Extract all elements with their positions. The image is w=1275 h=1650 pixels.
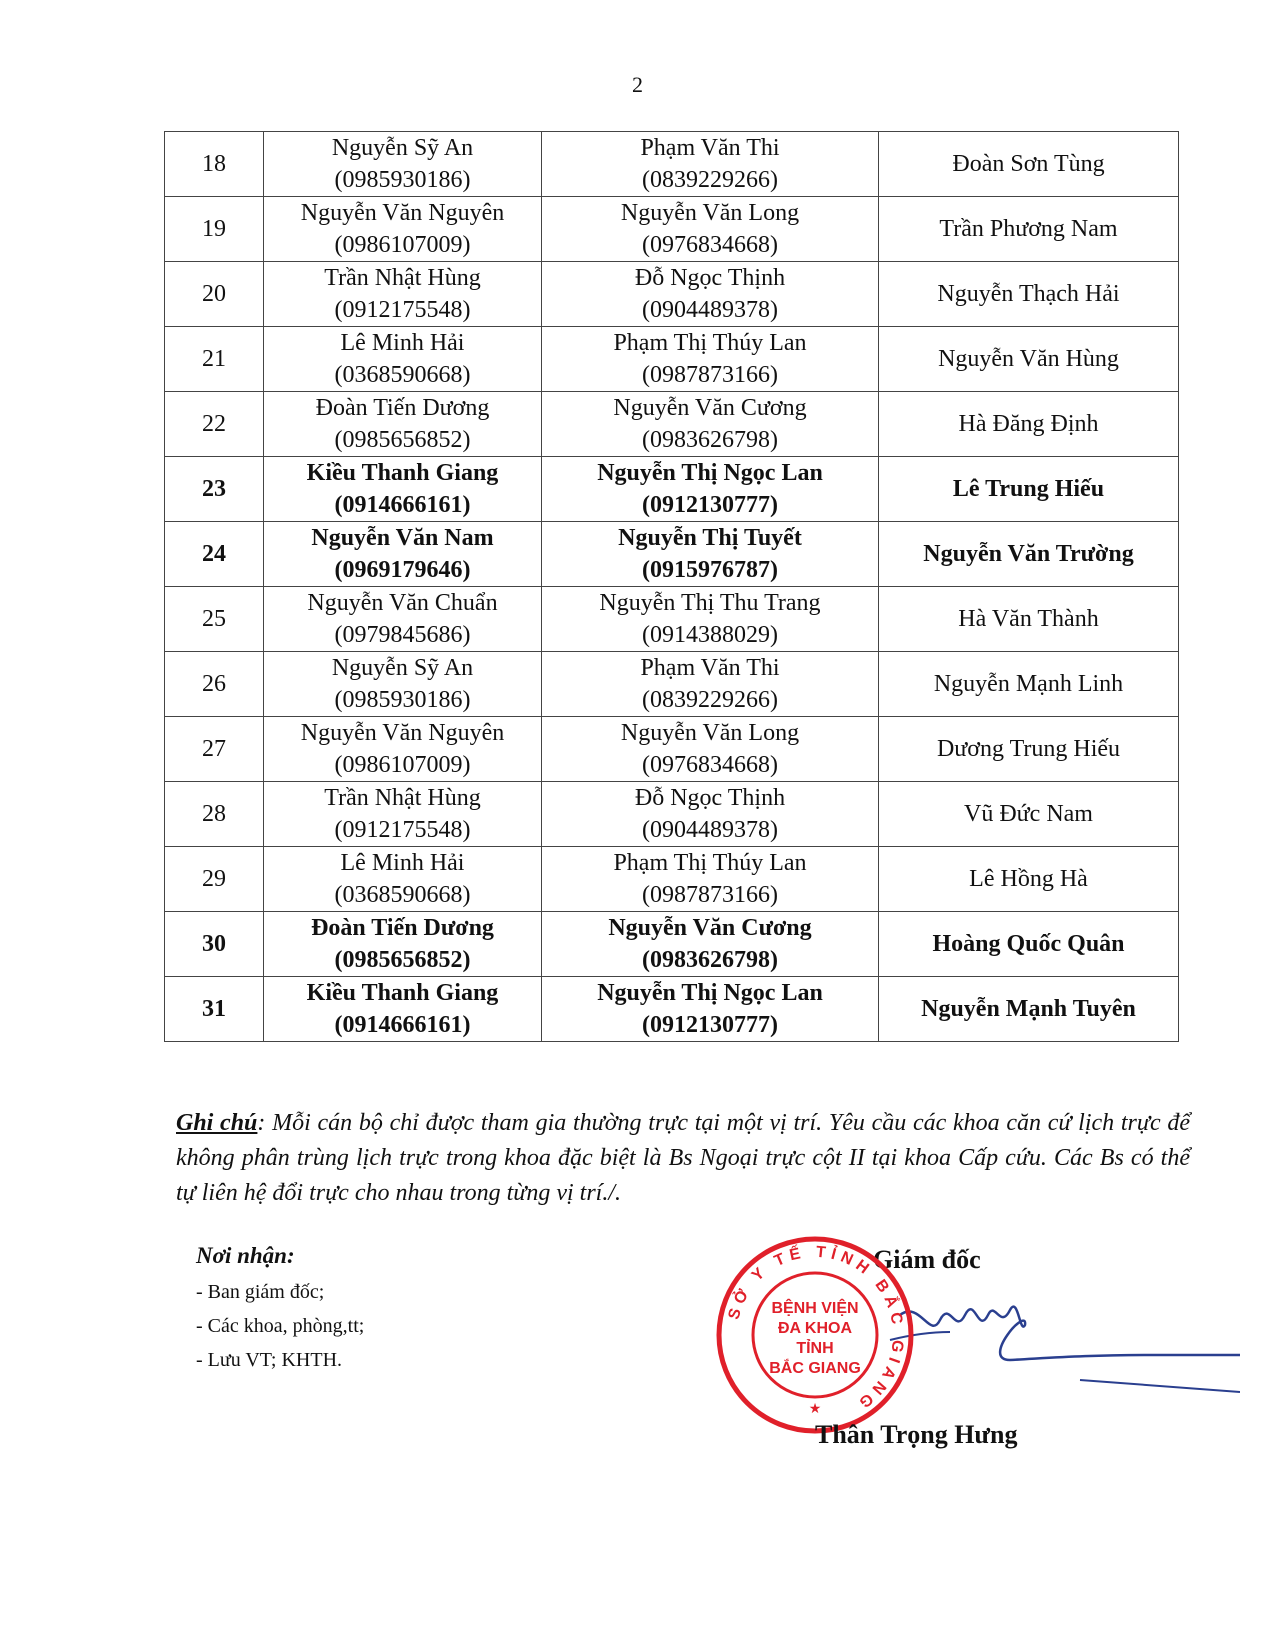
- second-duty-cell: [542, 652, 879, 717]
- cell-name: Lê Trung Hiếu: [952, 476, 1105, 502]
- cell-no: 26: [202, 671, 226, 697]
- second-duty-cell: [542, 587, 879, 652]
- cell-phone: (0986107009): [334, 752, 471, 778]
- table-row: [165, 912, 1179, 977]
- cell-phone: (0904489378): [642, 297, 778, 323]
- first-duty-cell: [264, 717, 542, 782]
- cell-phone: (0979845686): [334, 622, 471, 648]
- cell-name: Nguyễn Văn Chuẩn: [307, 590, 498, 616]
- row-number-cell: [165, 522, 264, 587]
- cell-name: Lê Minh Hải: [340, 850, 465, 876]
- first-duty-cell: [264, 327, 542, 392]
- cell-no: 18: [202, 151, 226, 177]
- row-number-cell: [165, 912, 264, 977]
- cell-no: 30: [202, 931, 226, 957]
- cell-phone: (0985656852): [334, 947, 471, 973]
- cell-name: Nguyễn Thị Ngọc Lan: [597, 460, 823, 486]
- cell-name: Trần Phương Nam: [939, 216, 1118, 242]
- cell-no: 28: [202, 801, 226, 827]
- second-duty-cell: [542, 262, 879, 327]
- second-duty-cell: [542, 912, 879, 977]
- third-duty-cell: [879, 392, 1179, 457]
- cell-phone: (0986107009): [334, 232, 471, 258]
- cell-phone: (0985930186): [334, 167, 471, 193]
- table-row: [165, 457, 1179, 522]
- cell-name: Nguyễn Mạnh Tuyên: [921, 996, 1136, 1022]
- roster-body: [165, 132, 1179, 1042]
- handwritten-signature: [860, 1280, 1240, 1410]
- row-number-cell: [165, 587, 264, 652]
- cell-phone: (0985930186): [334, 687, 471, 713]
- third-duty-cell: [879, 717, 1179, 782]
- recipients-title: Nơi nhận:: [196, 1243, 295, 1268]
- second-duty-cell: [542, 782, 879, 847]
- third-duty-cell: [879, 457, 1179, 522]
- cell-phone: (0912175548): [334, 817, 471, 843]
- recipient-item: - Ban giám đốc;: [196, 1281, 325, 1303]
- third-duty-cell: [879, 782, 1179, 847]
- cell-no: 20: [202, 281, 226, 307]
- table-row: [165, 522, 1179, 587]
- recipient-item: - Các khoa, phòng,tt;: [196, 1315, 365, 1337]
- table-row: [165, 782, 1179, 847]
- second-duty-cell: [542, 327, 879, 392]
- second-duty-cell: [542, 132, 879, 197]
- cell-phone: (0987873166): [642, 362, 778, 388]
- page-number: 2: [632, 72, 643, 97]
- table-row: [165, 652, 1179, 717]
- cell-name: Nguyễn Sỹ An: [331, 135, 474, 161]
- table-row: [165, 392, 1179, 457]
- cell-name: Đoàn Tiến Dương: [315, 395, 490, 421]
- cell-phone: (0839229266): [642, 167, 778, 193]
- official-seal: [715, 1235, 915, 1435]
- row-number-cell: [165, 782, 264, 847]
- row-number-cell: [165, 392, 264, 457]
- cell-name: Nguyễn Văn Nguyên: [300, 720, 505, 746]
- row-number-cell: [165, 457, 264, 522]
- cell-name: Nguyễn Sỹ An: [331, 655, 474, 681]
- cell-name: Đỗ Ngọc Thịnh: [634, 785, 786, 811]
- table-row: [165, 587, 1179, 652]
- duty-roster-table: [164, 131, 1179, 1042]
- first-duty-cell: [264, 392, 542, 457]
- third-duty-cell: [879, 587, 1179, 652]
- first-duty-cell: [264, 847, 542, 912]
- table-row: [165, 977, 1179, 1042]
- cell-phone: (0987873166): [642, 882, 778, 908]
- svg-text:★: ★: [808, 1401, 822, 1417]
- cell-name: Nguyễn Thị Thu Trang: [599, 590, 821, 616]
- first-duty-cell: [264, 457, 542, 522]
- cell-no: 29: [202, 866, 226, 892]
- first-duty-cell: [264, 912, 542, 977]
- cell-name: Nguyễn Văn Cương: [608, 915, 812, 941]
- second-duty-cell: [542, 197, 879, 262]
- second-duty-cell: [542, 522, 879, 587]
- first-duty-cell: [264, 652, 542, 717]
- cell-name: Nguyễn Thạch Hải: [937, 281, 1120, 307]
- row-number-cell: [165, 132, 264, 197]
- cell-name: Hà Văn Thành: [958, 606, 1099, 632]
- table-row: [165, 847, 1179, 912]
- cell-phone: (0914666161): [334, 1012, 471, 1038]
- cell-no: 25: [202, 606, 226, 632]
- cell-phone: (0983626798): [642, 427, 778, 453]
- cell-phone: (0368590668): [334, 882, 471, 908]
- third-duty-cell: [879, 262, 1179, 327]
- table-row: [165, 132, 1179, 197]
- first-duty-cell: [264, 587, 542, 652]
- cell-phone: (0915976787): [642, 557, 778, 583]
- cell-no: 31: [202, 996, 226, 1022]
- cell-name: Hoàng Quốc Quân: [932, 931, 1125, 957]
- table-row: [165, 327, 1179, 392]
- cell-name: Trần Nhật Hùng: [324, 265, 481, 291]
- note: [176, 1106, 1190, 1211]
- cell-phone: (0969179646): [334, 557, 471, 583]
- cell-name: Phạm Thị Thúy Lan: [613, 850, 807, 876]
- cell-name: Đoàn Tiến Dương: [311, 915, 494, 941]
- third-duty-cell: [879, 132, 1179, 197]
- cell-name: Nguyễn Văn Long: [620, 720, 800, 746]
- first-duty-cell: [264, 977, 542, 1042]
- cell-name: Nguyễn Mạnh Linh: [933, 671, 1124, 697]
- third-duty-cell: [879, 847, 1179, 912]
- cell-phone: (0983626798): [642, 947, 778, 973]
- cell-name: Nguyễn Văn Nguyên: [300, 200, 505, 226]
- cell-phone: (0368590668): [334, 362, 471, 388]
- third-duty-cell: [879, 327, 1179, 392]
- cell-no: 22: [202, 411, 226, 437]
- cell-no: 27: [202, 736, 226, 762]
- third-duty-cell: [879, 912, 1179, 977]
- cell-name: Lê Minh Hải: [340, 330, 465, 356]
- first-duty-cell: [264, 197, 542, 262]
- cell-name: Nguyễn Văn Trường: [923, 541, 1134, 567]
- svg-text:BẮC GIANG: BẮC GIANG: [769, 1360, 861, 1377]
- cell-phone: (0914666161): [334, 492, 471, 518]
- second-duty-cell: [542, 392, 879, 457]
- cell-phone: (0904489378): [642, 817, 778, 843]
- cell-phone: (0914388029): [642, 622, 778, 648]
- table-row: [165, 197, 1179, 262]
- recipients: [196, 1243, 364, 1377]
- svg-text:TỈNH: TỈNH: [796, 1340, 834, 1357]
- row-number-cell: [165, 197, 264, 262]
- second-duty-cell: [542, 717, 879, 782]
- signer-name: Thân Trọng Hưng: [815, 1420, 1018, 1449]
- svg-text:ĐA KHOA: ĐA KHOA: [777, 1320, 853, 1337]
- svg-text:SỞ Y TẾ TỈNH BẮC GIANG: SỞ Y TẾ TỈNH BẮC GIANG: [725, 1243, 907, 1414]
- third-duty-cell: [879, 652, 1179, 717]
- note-label: Ghi chú: [176, 1110, 258, 1136]
- note-text: : Mỗi cán bộ chỉ được tham gia thường trực tại một vị trí. Yêu cầu các khoa căn cứ lịch trực để không phân trùng lịch trực trong khoa đặc biệt là Bs Ngoại trực cột II tại khoa Cấp cứu. Các Bs có thể tự liên hệ đổi trực cho nhau trong từng vị trí./.: [176, 1110, 1191, 1206]
- cell-phone: (0976834668): [642, 232, 778, 258]
- cell-phone: (0976834668): [642, 752, 778, 778]
- cell-name: Nguyễn Thị Ngọc Lan: [597, 980, 823, 1006]
- third-duty-cell: [879, 977, 1179, 1042]
- recipient-item: - Lưu VT; KHTH.: [196, 1349, 343, 1371]
- second-duty-cell: [542, 847, 879, 912]
- cell-phone: (0912130777): [642, 492, 778, 518]
- cell-name: Trần Nhật Hùng: [324, 785, 481, 811]
- cell-name: Đỗ Ngọc Thịnh: [634, 265, 786, 291]
- row-number-cell: [165, 262, 264, 327]
- first-duty-cell: [264, 132, 542, 197]
- first-duty-cell: [264, 782, 542, 847]
- cell-name: Nguyễn Văn Nam: [311, 525, 494, 551]
- cell-name: Vũ Đức Nam: [964, 801, 1093, 827]
- cell-name: Nguyễn Thị Tuyết: [618, 525, 802, 551]
- first-duty-cell: [264, 522, 542, 587]
- cell-name: Hà Đăng Định: [958, 411, 1099, 437]
- cell-name: Kiều Thanh Giang: [306, 460, 499, 486]
- row-number-cell: [165, 327, 264, 392]
- table-row: [165, 717, 1179, 782]
- table-row: [165, 262, 1179, 327]
- signer-title: Giám đốc: [873, 1245, 981, 1274]
- third-duty-cell: [879, 522, 1179, 587]
- svg-text:BỆNH VIỆN: BỆNH VIỆN: [771, 1300, 859, 1317]
- cell-name: Đoàn Sơn Tùng: [952, 151, 1105, 177]
- cell-name: Lê Hồng Hà: [969, 866, 1088, 892]
- second-duty-cell: [542, 457, 879, 522]
- cell-name: Dương Trung Hiếu: [936, 736, 1121, 762]
- cell-name: Phạm Thị Thúy Lan: [613, 330, 807, 356]
- row-number-cell: [165, 847, 264, 912]
- cell-name: Phạm Văn Thi: [640, 135, 780, 161]
- cell-phone: (0912130777): [642, 1012, 778, 1038]
- cell-phone: (0985656852): [334, 427, 471, 453]
- cell-no: 19: [202, 216, 226, 242]
- second-duty-cell: [542, 977, 879, 1042]
- cell-name: Nguyễn Văn Long: [620, 200, 800, 226]
- cell-phone: (0912175548): [334, 297, 471, 323]
- cell-name: Phạm Văn Thi: [640, 655, 780, 681]
- cell-name: Nguyễn Văn Hùng: [938, 346, 1119, 372]
- cell-phone: (0839229266): [642, 687, 778, 713]
- cell-no: 21: [202, 346, 226, 372]
- row-number-cell: [165, 652, 264, 717]
- cell-no: 23: [202, 476, 226, 502]
- cell-no: 24: [202, 541, 226, 567]
- row-number-cell: [165, 717, 264, 782]
- first-duty-cell: [264, 262, 542, 327]
- cell-name: Nguyễn Văn Cương: [613, 395, 807, 421]
- third-duty-cell: [879, 197, 1179, 262]
- cell-name: Kiều Thanh Giang: [306, 980, 499, 1006]
- row-number-cell: [165, 977, 264, 1042]
